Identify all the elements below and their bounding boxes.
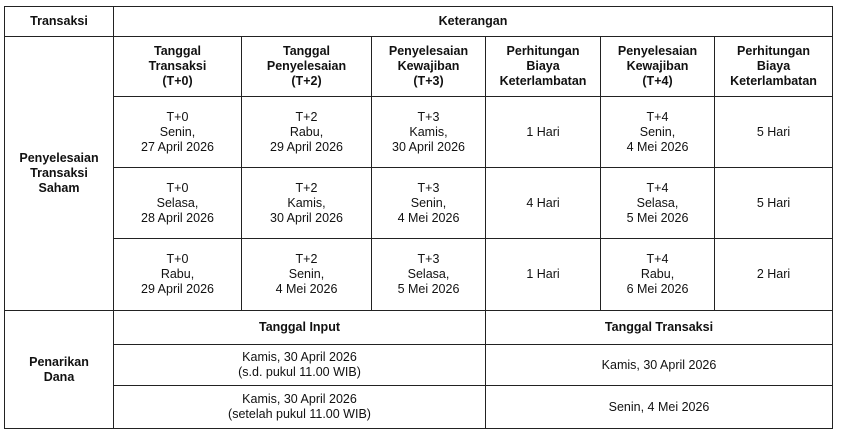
table-cell: Kamis, 30 April 2026 (s.d. pukul 11.00 WIB) bbox=[114, 345, 486, 386]
table-cell: 1 Hari bbox=[486, 97, 601, 168]
penarikan-column-header-row bbox=[5, 311, 833, 345]
saham-column-header-row bbox=[5, 37, 833, 97]
col-perhitungan-biaya-1: Perhitungan Biaya Keterlambatan bbox=[486, 37, 601, 97]
col-perhitungan-biaya-2: Perhitungan Biaya Keterlambatan bbox=[715, 37, 833, 97]
table-cell: 4 Hari bbox=[486, 168, 601, 239]
table-cell: T+0 Senin, 27 April 2026 bbox=[114, 97, 242, 168]
settlement-table bbox=[4, 6, 833, 429]
col-penyelesaian-kewajiban-t4: Penyelesaian Kewajiban (T+4) bbox=[601, 37, 715, 97]
table-cell: T+2 Senin, 4 Mei 2026 bbox=[242, 239, 372, 311]
table-cell: T+4 Selasa, 5 Mei 2026 bbox=[601, 168, 715, 239]
table-cell: T+3 Senin, 4 Mei 2026 bbox=[372, 168, 486, 239]
table-cell: T+4 Rabu, 6 Mei 2026 bbox=[601, 239, 715, 311]
table-row bbox=[5, 345, 833, 386]
table-cell: Senin, 4 Mei 2026 bbox=[486, 386, 833, 429]
col-tanggal-transaksi-penarikan: Tanggal Transaksi bbox=[486, 311, 833, 345]
table-cell: 5 Hari bbox=[715, 97, 833, 168]
col-tanggal-input: Tanggal Input bbox=[114, 311, 486, 345]
col-penyelesaian-kewajiban-t3: Penyelesaian Kewajiban (T+3) bbox=[372, 37, 486, 97]
table-cell: T+0 Rabu, 29 April 2026 bbox=[114, 239, 242, 311]
table-cell: T+2 Rabu, 29 April 2026 bbox=[242, 97, 372, 168]
table-row bbox=[5, 386, 833, 429]
table-cell: T+4 Senin, 4 Mei 2026 bbox=[601, 97, 715, 168]
table-cell: T+0 Selasa, 28 April 2026 bbox=[114, 168, 242, 239]
col-tanggal-transaksi: Tanggal Transaksi (T+0) bbox=[114, 37, 242, 97]
table-cell: T+2 Kamis, 30 April 2026 bbox=[242, 168, 372, 239]
table-cell: Kamis, 30 April 2026 bbox=[486, 345, 833, 386]
table-cell: 2 Hari bbox=[715, 239, 833, 311]
saham-section-label: Penyelesaian Transaksi Saham bbox=[5, 37, 114, 311]
table-cell: 1 Hari bbox=[486, 239, 601, 311]
table-cell: 5 Hari bbox=[715, 168, 833, 239]
header-row bbox=[5, 7, 833, 37]
table-row bbox=[5, 97, 833, 168]
table-cell: Kamis, 30 April 2026 (setelah pukul 11.00 WIB) bbox=[114, 386, 486, 429]
col-tanggal-penyelesaian: Tanggal Penyelesaian (T+2) bbox=[242, 37, 372, 97]
table-cell: T+3 Kamis, 30 April 2026 bbox=[372, 97, 486, 168]
table-row bbox=[5, 168, 833, 239]
table-row bbox=[5, 239, 833, 311]
penarikan-section-label: Penarikan Dana bbox=[5, 311, 114, 429]
table-cell: T+3 Selasa, 5 Mei 2026 bbox=[372, 239, 486, 311]
keterangan-header: Keterangan bbox=[114, 7, 833, 37]
transaksi-header: Transaksi bbox=[5, 7, 114, 37]
